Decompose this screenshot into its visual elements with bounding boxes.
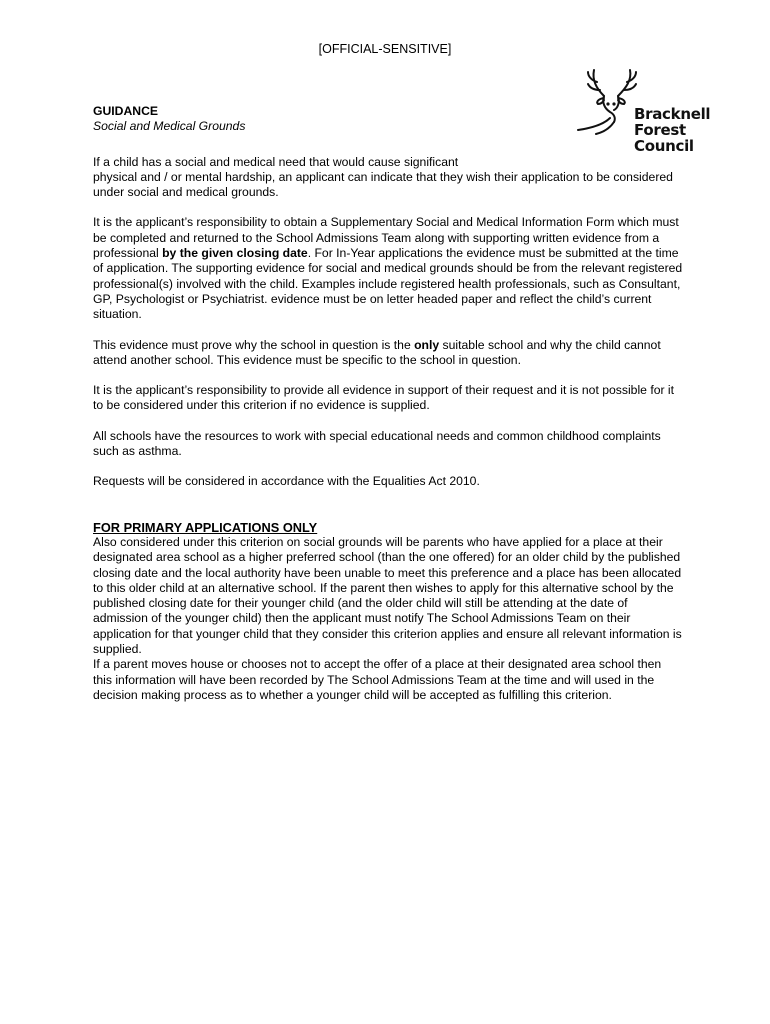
- paragraph-primary-moving: If a parent moves house or chooses not to accept the offer of a place at their designated area school then this information will have been recorded by The School Admissions Team at the time and will used in the decision making process as to whether a younger child will be accepted as fulfilling this criterion.: [93, 657, 662, 702]
- primary-section-title: FOR PRIMARY APPLICATIONS ONLY: [93, 519, 318, 535]
- logo-line-forest: Forest: [634, 121, 686, 139]
- paragraph-evidence-prove: [93, 338, 683, 369]
- paragraph-primary-criterion: Also considered under this criterion on social grounds will be parents who have applied for a place at their designated area school as a higher preferred school (than the one offered) for an older child by the published closing date and the local authority have been unable to meet this preference and a place has been allocated to this older child at an alternative school. If the parent then wishes to apply for this alternative school by the published closing date for their younger child (and the older child will still be attending at the date of admission of the younger child) then the applicant must notify The School Admissions Team on their application for that younger child that they consider this criterion applies and ensure all relevant information is supplied.: [93, 534, 682, 657]
- guidance-title: GUIDANCE: [93, 104, 159, 118]
- paragraph-responsibility: [93, 215, 683, 322]
- paragraph-provide-evidence: It is the applicant’s responsibility to provide all evidence in support of their request and it is not possible for it to be considered under this criterion if no evidence is supplied.: [93, 383, 675, 413]
- p3-bold-only: only: [414, 337, 440, 352]
- paragraph-intro-a: If a child has a social and medical need that would cause significant: [93, 154, 459, 169]
- p2-bold-deadline: by the given closing date: [162, 246, 308, 261]
- p2-text-before: It is the applicant’s responsibility to obtain a Supplementary Social and Medical Information Form which must be completed and returned to the School Admissions Team along with supporting written evidence from a professional: [93, 215, 679, 261]
- logo-line-council: Council: [634, 137, 694, 155]
- p3-text-before: This evidence must prove why the school in question is the: [93, 337, 415, 352]
- guidance-subtitle: Social and Medical Grounds: [93, 119, 246, 134]
- logo-line-bracknell: Bracknell: [634, 105, 711, 123]
- document-body: [93, 104, 683, 703]
- paragraph-equalities-act: Requests will be considered in accordance with the Equalities Act 2010.: [93, 474, 480, 489]
- classification-header: [OFFICIAL-SENSITIVE]: [318, 42, 452, 56]
- p3-text-after: suitable school and why the child cannot attend another school. This evidence must be specific to the school in question.: [93, 337, 661, 367]
- paragraph-intro-b: physical and / or mental hardship, an applicant can indicate that they wish their application to be considered under social and medical grounds.: [93, 169, 673, 200]
- paragraph-school-resources: All schools have the resources to work with special educational needs and common childhood complaints such as asthma.: [93, 428, 661, 459]
- p2-text-after: . For In-Year applications the evidence must be submitted at the time of application. The supporting evidence for social and medical grounds should be from the relevant registered professional(s) involved with the child. Examples include registered health professionals, such as Consultant, GP, Psychologist or Psychiatrist. evidence must be on letter headed paper and reflect the child’s current situation.: [93, 246, 683, 322]
